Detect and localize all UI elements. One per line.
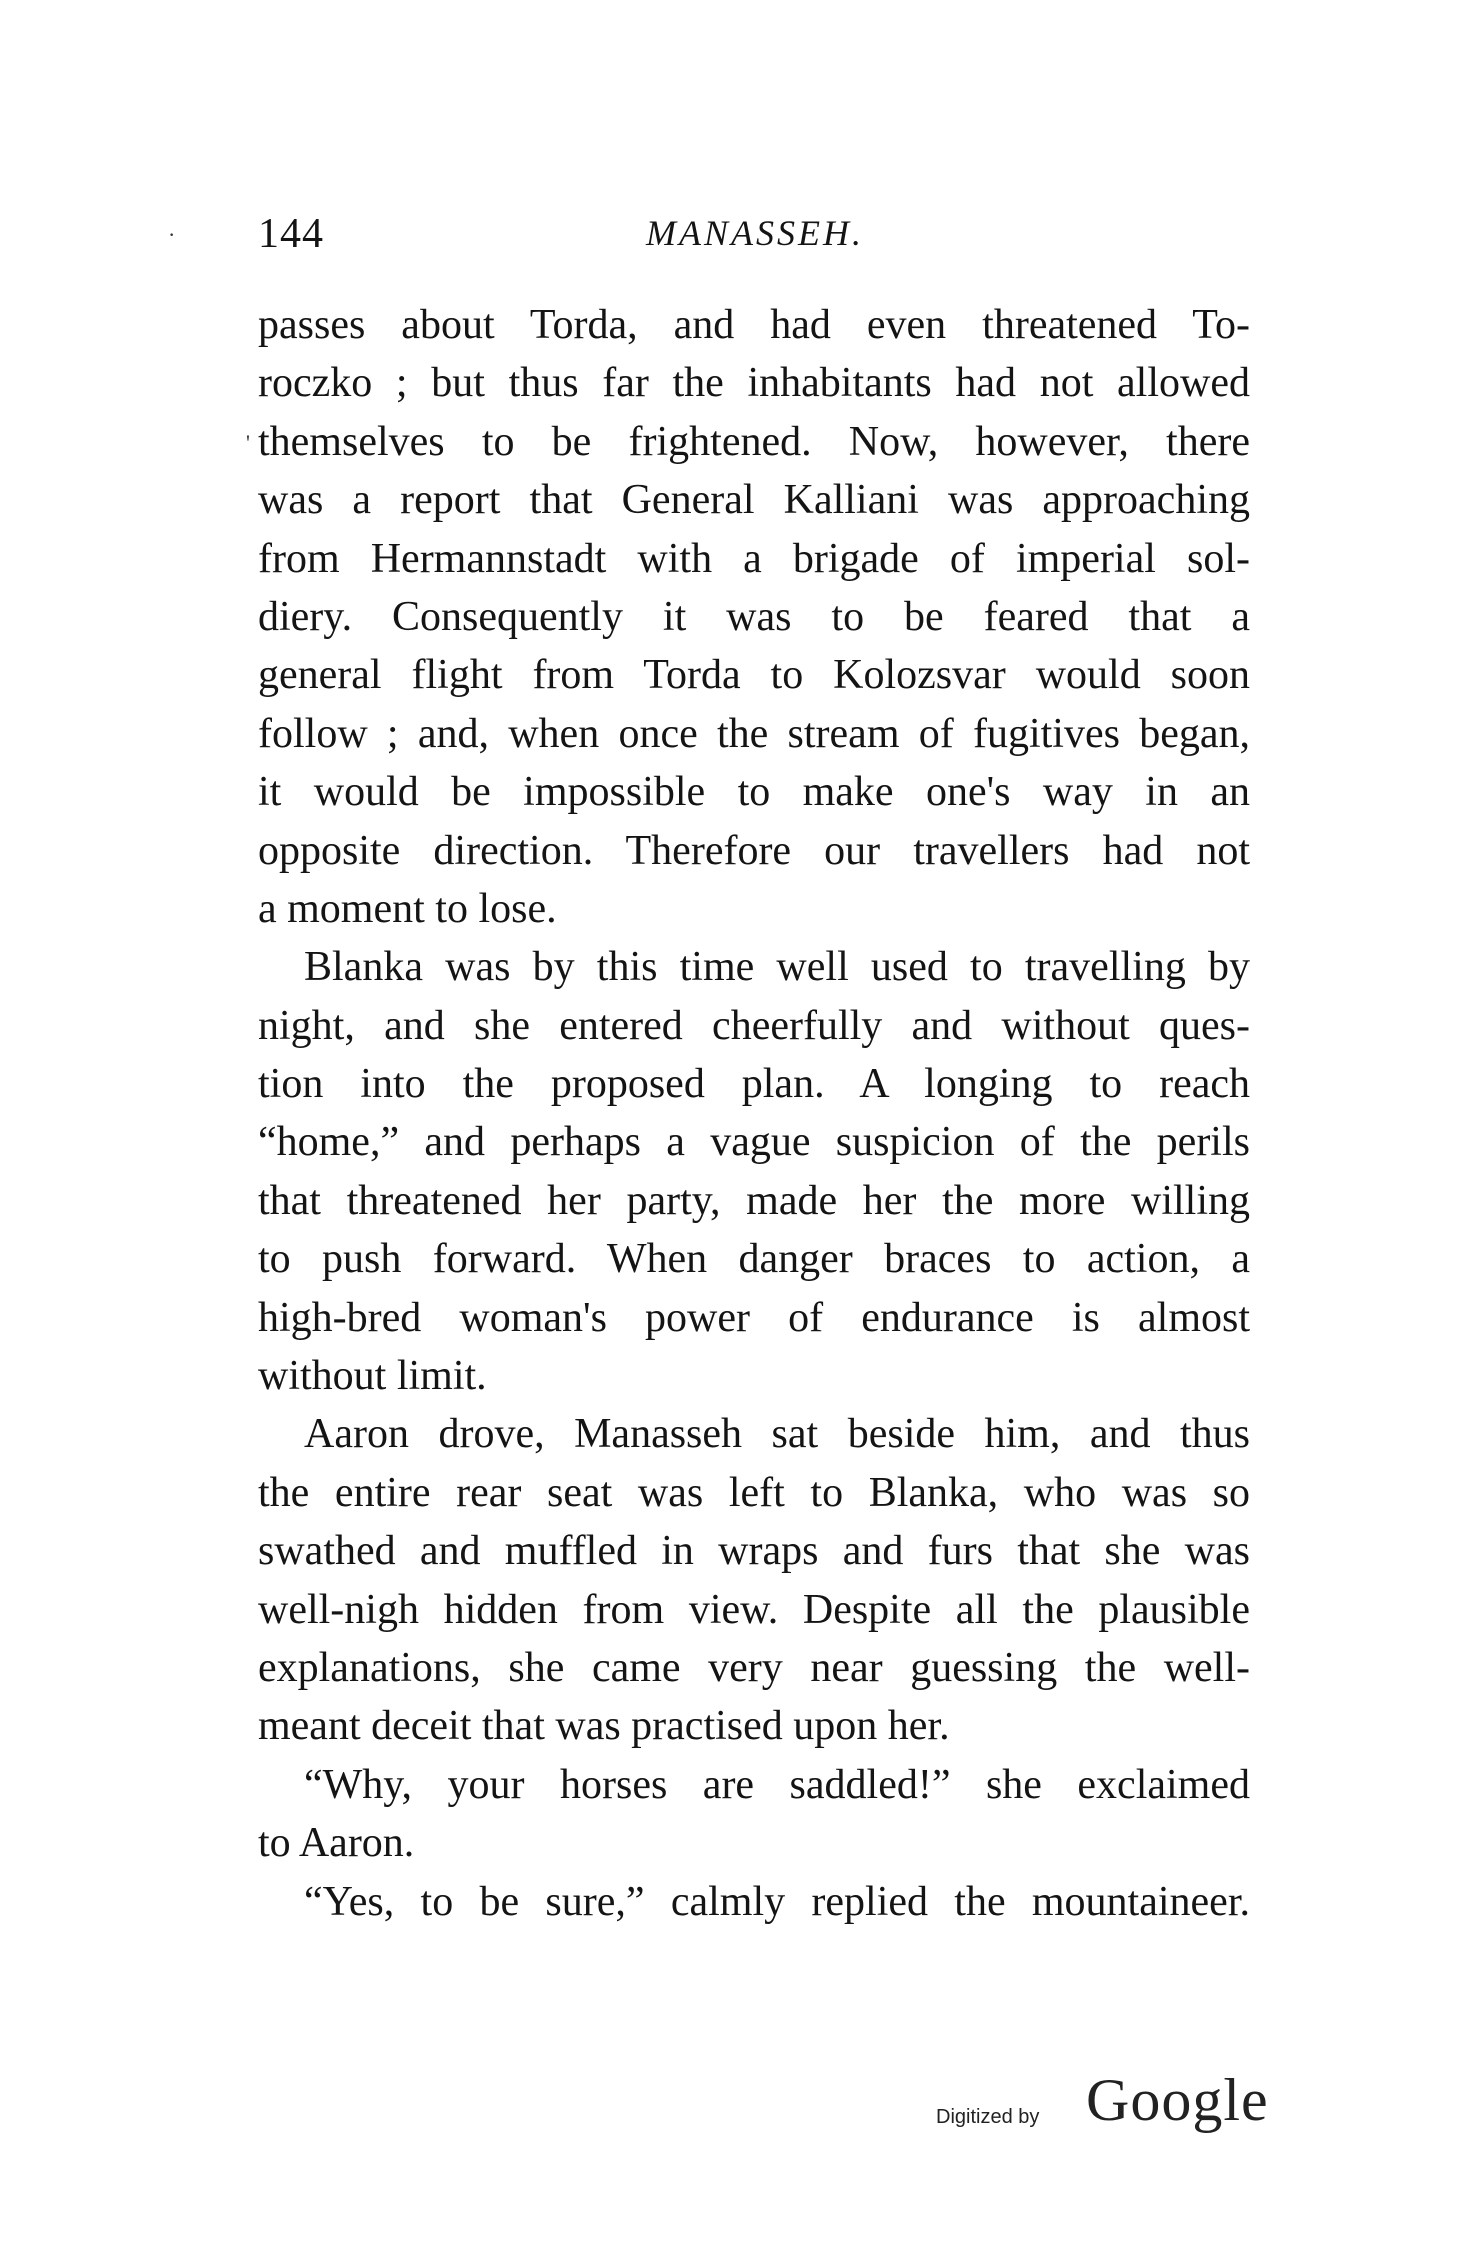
body-text — [258, 296, 1250, 1931]
text-line: meant deceit that was practised upon her. — [258, 1703, 950, 1750]
text-line: passes about Torda, and had even threatened To- — [258, 302, 1250, 348]
running-head: MANASSEH. — [646, 213, 864, 253]
text-line: tion into the proposed plan. A longing to reach — [258, 1061, 1250, 1108]
text-line: night, and she entered cheerfully and without ques- — [258, 1002, 1250, 1049]
paragraph — [258, 1405, 1250, 1755]
paragraph — [258, 938, 1250, 1405]
text-line: Aaron drove, Manasseh sat beside him, and thus — [304, 1411, 1250, 1458]
text-line: to push forward. When danger braces to action, a — [258, 1236, 1250, 1283]
text-line: the entire rear seat was left to Blanka, who was so — [258, 1469, 1250, 1516]
text-line: was a report that General Kalliani was approaching — [258, 477, 1250, 524]
text-line: general flight from Torda to Kolozsvar would soon — [258, 652, 1250, 699]
text-line: high-bred woman's power of endurance is almost — [258, 1294, 1250, 1341]
text-line: opposite direction. Therefore our travellers had not — [258, 827, 1250, 874]
text-line: a moment to lose. — [258, 885, 557, 932]
text-line: “Yes, to be sure,” calmly replied the mountaineer. — [304, 1878, 1250, 1925]
text-line: without limit. — [258, 1353, 487, 1400]
text-line: it would be impossible to make one's way in an — [258, 769, 1250, 816]
paragraph — [258, 1873, 1250, 1931]
watermark-small-text: Digitized by — [936, 2106, 1040, 2128]
text-line: Blanka was by this time well used to travelling by — [304, 944, 1250, 991]
text-line: well-nigh hidden from view. Despite all the plausible — [258, 1586, 1250, 1633]
digitized-watermark — [936, 2066, 1269, 2146]
text-line: explanations, she came very near guessing the well- — [258, 1644, 1250, 1691]
text-line: diery. Consequently it was to be feared that a — [258, 593, 1250, 640]
scan-speck: · — [168, 222, 176, 247]
paragraph — [258, 296, 1250, 938]
page-number: 144 — [258, 211, 324, 257]
text-line: from Hermannstadt with a brigade of imperial sol- — [258, 535, 1250, 582]
text-line: to Aaron. — [258, 1820, 415, 1867]
text-line: follow ; and, when once the stream of fugitives began, — [258, 710, 1250, 757]
text-line: roczko ; but thus far the inhabitants had not allowed — [258, 360, 1250, 407]
scan-speck: ' — [246, 430, 250, 455]
text-line: themselves to be frightened. Now, however, there — [258, 418, 1250, 465]
page-header — [258, 210, 1250, 270]
text-line: that threatened her party, made her the more willing — [258, 1177, 1250, 1224]
paragraph — [258, 1756, 1250, 1873]
text-line: “Why, your horses are saddled!” she exclaimed — [304, 1761, 1250, 1808]
text-line: swathed and muffled in wraps and furs that she was — [258, 1528, 1250, 1575]
watermark-logo-text: Google — [1086, 2067, 1269, 2133]
text-line: “home,” and perhaps a vague suspicion of the perils — [258, 1119, 1250, 1166]
